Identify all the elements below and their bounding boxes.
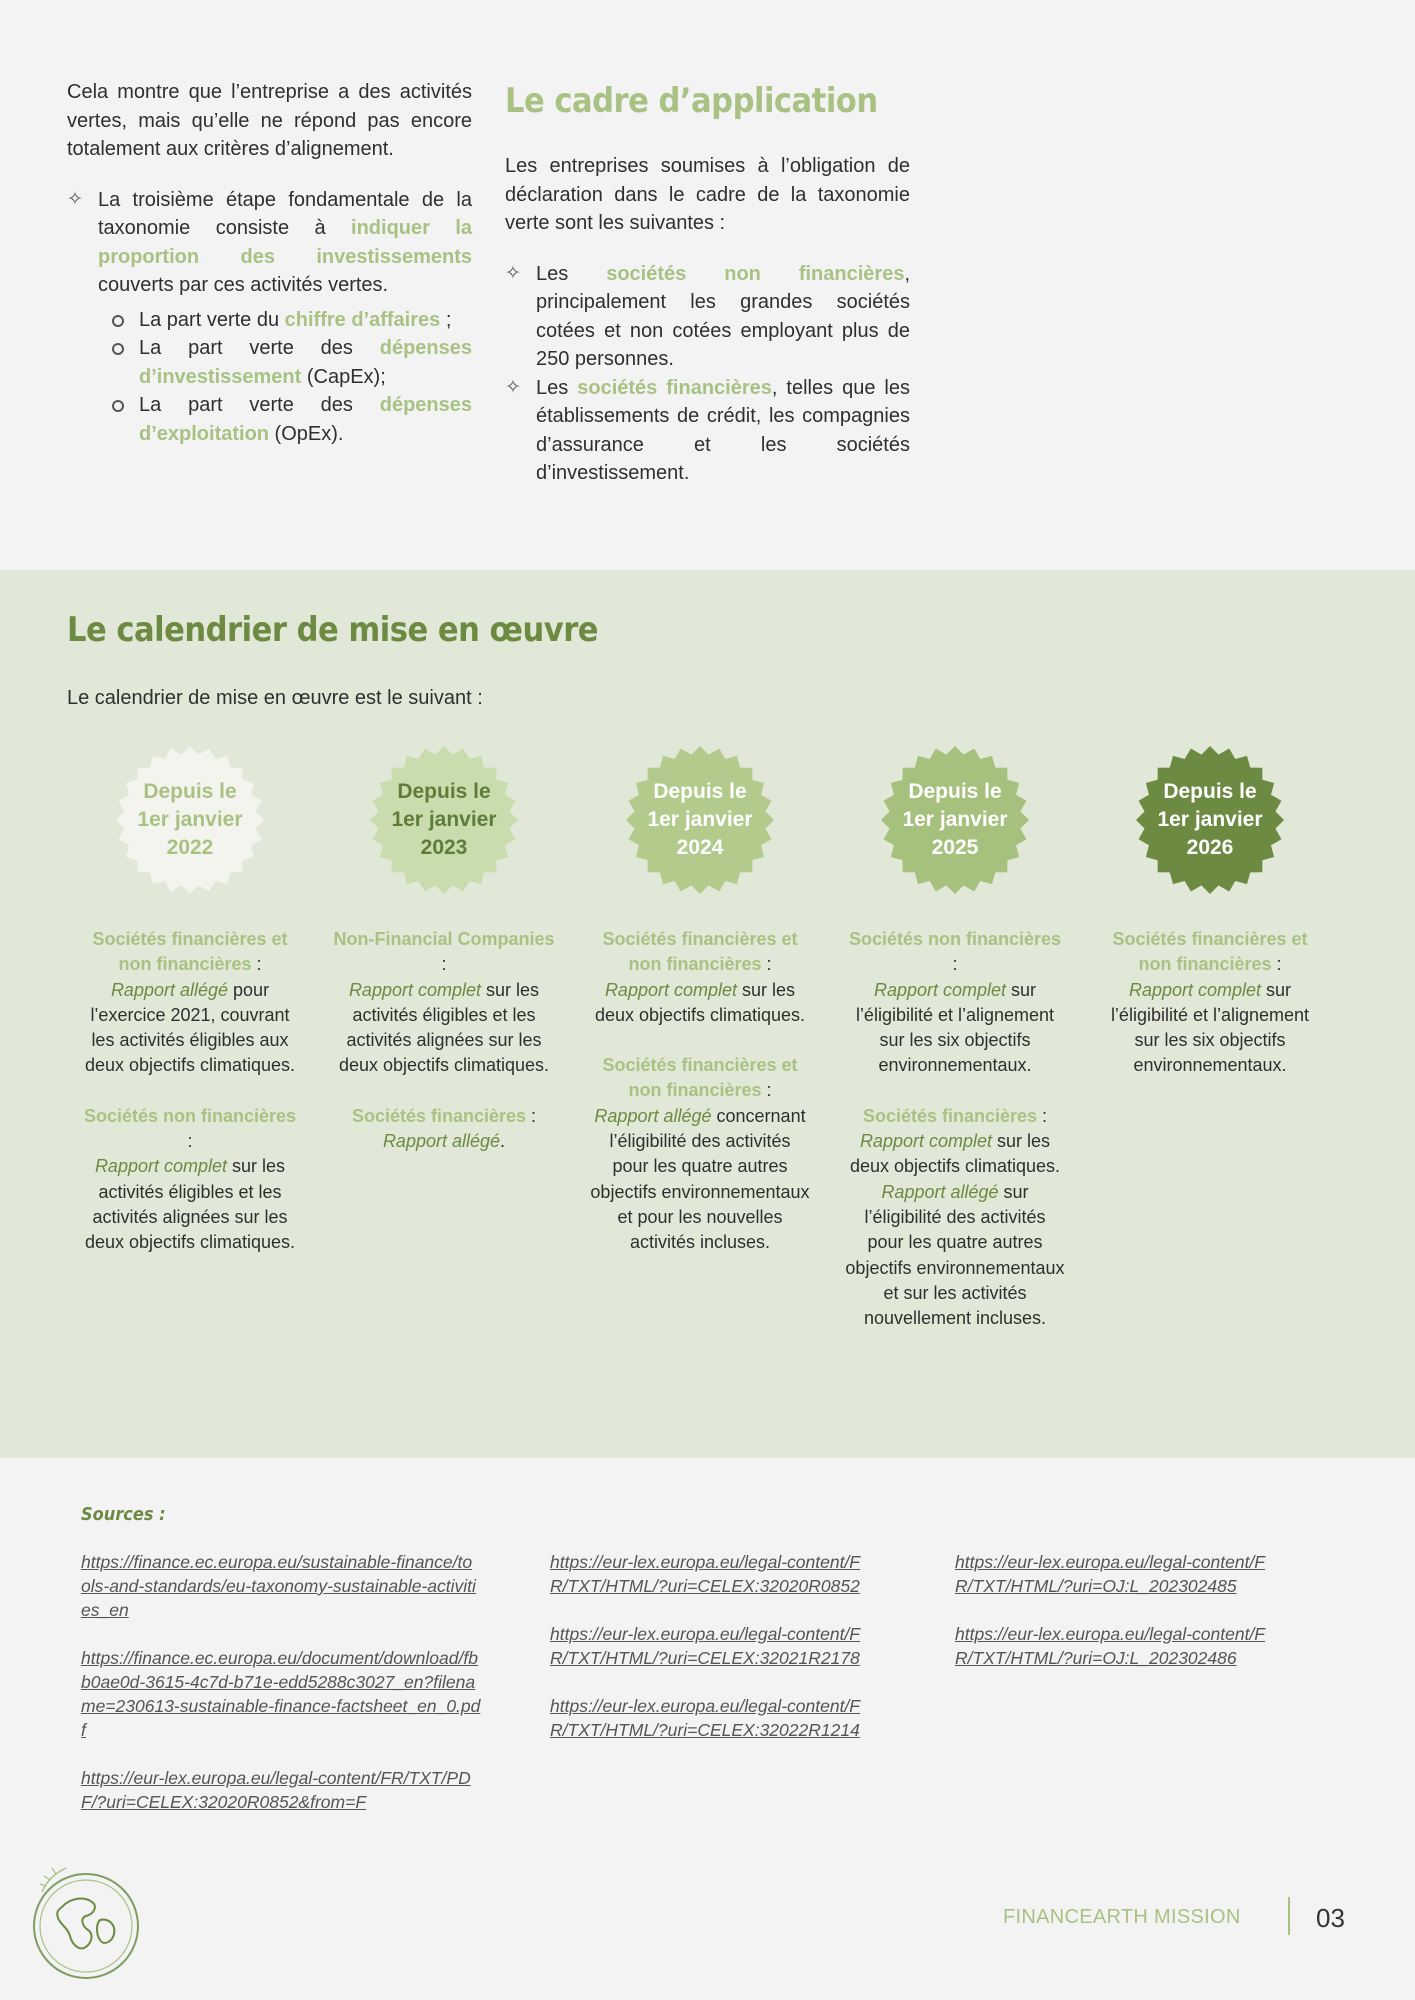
date-seal-2023: Depuis le 1er janvier 2023 [369, 745, 519, 895]
timeline-description: Non-Financial Companies : Rapport complet sur les activités éligibles et les activités alignées sur les deux objectifs climatiques. Sociétés financières : Rapport allégé. [333, 929, 555, 1152]
timeline-column-2025 [844, 745, 1066, 1356]
seal-year: 2026 [1186, 836, 1234, 859]
date-seal-2024: Depuis le 1er janvier 2024 [625, 745, 775, 895]
star-bullet-icon: ✧ [505, 262, 521, 284]
star-bullet-icon: ✧ [505, 376, 521, 398]
footer-divider [1288, 1897, 1290, 1935]
source-link[interactable]: https://finance.ec.europa.eu/document/download/fbb0ae0d-3615-4c7d-b71e-edd5288c3027_en?filename=230613-sustainable-finance-factsheet_en_0.pdf [81, 1648, 481, 1740]
calendar-intro: Le calendrier de mise en œuvre est le suivant : [67, 687, 483, 709]
date-seal-2022: Depuis le 1er janvier 2022 [115, 745, 265, 895]
circle-bullet-icon [112, 400, 124, 412]
star-bullet-icon: ✧ [67, 188, 83, 210]
date-seal-2026: Depuis le 1er janvier 2026 [1135, 745, 1285, 895]
source-link[interactable]: https://eur-lex.europa.eu/legal-content/FR/TXT/HTML/?uri=CELEX:32021R2178 [550, 1624, 861, 1668]
timeline-column-2024 [589, 745, 811, 1281]
sources-column-3 [955, 1550, 1265, 1694]
globe-logo-icon [22, 1862, 146, 1986]
circle-bullet-icon [112, 343, 124, 355]
scope-bullet-nonfinancial: ✧ Les sociétés non financières, principalement les grandes sociétés cotées et non cotées employant plus de 250 personnes. [505, 260, 910, 374]
timeline-description: Sociétés financières et non financières : Rapport allégé pour l’exercice 2021, couvrant les activités éligibles aux deux objectifs climatiques. Sociétés non financières : Rapport complet sur les activités éligibles et les activités alignées sur les deux objectifs climatiques. [83, 929, 297, 1253]
right-column [505, 78, 910, 488]
section-title-scope: Le cadre d’application [505, 81, 878, 121]
top-section [0, 0, 1415, 570]
sources-column-1 [81, 1550, 481, 1838]
seal-year: 2024 [676, 836, 724, 859]
source-link[interactable]: https://finance.ec.europa.eu/sustainable-finance/tools-and-standards/eu-taxonomy-sustainable-activities_en [81, 1552, 476, 1620]
timeline-column-2022 [79, 745, 301, 1281]
timeline-column-2026 [1099, 745, 1321, 1104]
sources-column-2 [550, 1550, 860, 1766]
date-seal-2025: Depuis le 1er janvier 2025 [880, 745, 1030, 895]
timeline-column-2023 [333, 745, 555, 1179]
section-title-calendar: Le calendrier de mise en œuvre [67, 610, 599, 650]
left-column [67, 78, 472, 448]
scope-bullet-financial: ✧ Les sociétés financières, telles que les établissements de crédit, les compagnies d’assurance et les sociétés d’investissement. [505, 374, 910, 488]
page-number: 03 [1316, 1903, 1345, 1933]
seal-year: 2023 [420, 836, 468, 859]
source-link[interactable]: https://eur-lex.europa.eu/legal-content/FR/TXT/HTML/?uri=OJ:L_202302485 [955, 1552, 1266, 1596]
seal-year: 2025 [931, 836, 979, 859]
source-link[interactable]: https://eur-lex.europa.eu/legal-content/FR/TXT/HTML/?uri=CELEX:32022R1214 [550, 1696, 861, 1740]
source-link[interactable]: https://eur-lex.europa.eu/legal-content/FR/TXT/HTML/?uri=CELEX:32020R0852 [550, 1552, 861, 1596]
calendar-section [0, 570, 1415, 1458]
timeline-description: Sociétés financières et non financières : Rapport complet sur l’éligibilité et l’alignement sur les six objectifs environnementaux. [1110, 929, 1310, 1076]
timeline-description: Sociétés non financières : Rapport complet sur l’éligibilité et l’alignement sur les six objectifs environnementaux. Sociétés financières : Rapport complet sur les deux objectifs climatiques. Rapport allégé sur l’éligibilité des activités pour les quatre autres objectifs environnementaux et sur les activités nouvellement incluses. [845, 929, 1065, 1329]
step-bullet: ✧ La troisième étape fondamentale de la taxonomie consiste à indiquer la proportion des investissements couverts par ces activités vertes. [67, 186, 472, 300]
intro-paragraph: Cela montre que l’entreprise a des activités vertes, mais qu’elle ne répond pas encore totalement aux critères d’alignement. [67, 81, 472, 160]
sub-item-opex: La part verte des dépenses d’exploitation (OpEx). [67, 391, 472, 448]
source-link[interactable]: https://eur-lex.europa.eu/legal-content/FR/TXT/HTML/?uri=OJ:L_202302486 [955, 1624, 1266, 1668]
source-link[interactable]: https://eur-lex.europa.eu/legal-content/FR/TXT/PDF/?uri=CELEX:32020R0852&from=F [81, 1768, 471, 1812]
sources-title: Sources : [81, 1504, 166, 1525]
footer-brand: FINANCEARTH MISSION [1003, 1906, 1241, 1928]
circle-bullet-icon [112, 315, 124, 327]
sub-item-revenue: La part verte du chiffre d’affaires ; [67, 306, 472, 335]
sub-item-capex: La part verte des dépenses d’investissement (CapEx); [67, 334, 472, 391]
seal-year: 2022 [166, 836, 214, 859]
scope-intro: Les entreprises soumises à l’obligation de déclaration dans le cadre de la taxonomie verte sont les suivantes : [505, 155, 910, 234]
timeline-description: Sociétés financières et non financières : Rapport complet sur les deux objectifs climatiques. Sociétés financières et non financières : Rapport allégé concernant l’éligibilité des activités pour les quatre autres objectifs environnementaux et pour les nouvelles activités incluses. [590, 929, 810, 1253]
